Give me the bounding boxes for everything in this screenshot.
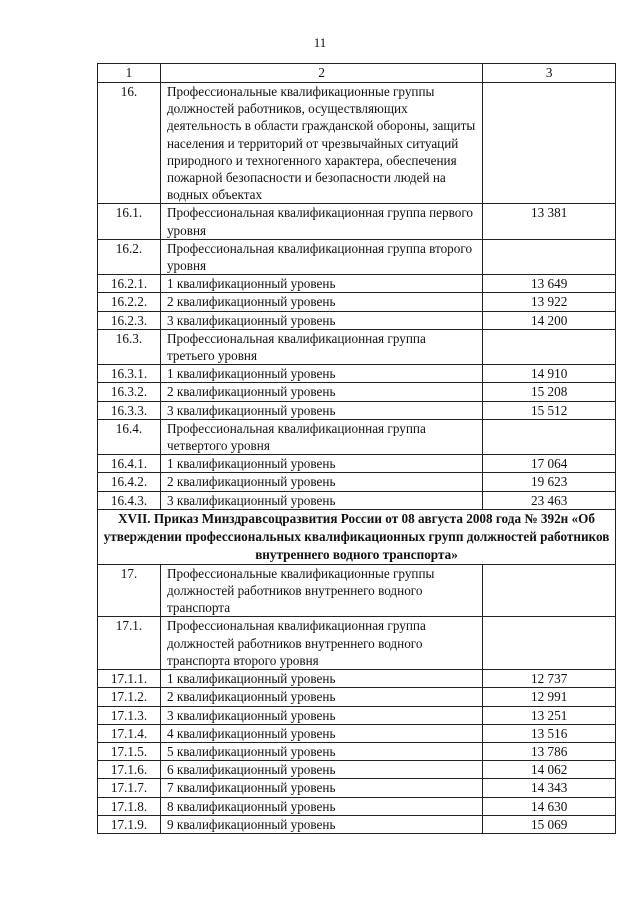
page-number: 11 [313, 35, 327, 50]
row-value: 14 200 [483, 311, 616, 329]
row-name: Профессиональная квалификационная группа первого уровня [160, 204, 482, 239]
row-number: 16.4. [98, 419, 161, 454]
row-value [483, 564, 616, 617]
table-row [98, 383, 616, 401]
table-row [98, 83, 616, 204]
row-number: 17.1.8. [98, 797, 161, 815]
row-value: 19 623 [483, 473, 616, 491]
row-name: 2 квалификационный уровень [160, 293, 482, 311]
row-value: 13 649 [483, 275, 616, 293]
row-value: 14 343 [483, 779, 616, 797]
table-header-row [98, 64, 616, 83]
row-name: 6 квалификационный уровень [160, 761, 482, 779]
row-number: 17.1.3. [98, 706, 161, 724]
row-name: 2 квалификационный уровень [160, 688, 482, 706]
row-number: 16. [98, 83, 161, 204]
row-number: 16.2.2. [98, 293, 161, 311]
row-name: 5 квалификационный уровень [160, 742, 482, 760]
salary-table-body [98, 64, 616, 834]
row-number: 17.1. [98, 617, 161, 670]
table-row [98, 275, 616, 293]
table-row [98, 779, 616, 797]
row-value: 13 516 [483, 724, 616, 742]
table-row [98, 797, 616, 815]
table-row [98, 419, 616, 454]
table-row [98, 688, 616, 706]
row-value: 12 991 [483, 688, 616, 706]
row-value: 14 910 [483, 365, 616, 383]
table-row [98, 329, 616, 364]
table-row [98, 455, 616, 473]
table-row [98, 401, 616, 419]
row-name: Профессиональные квалификационные группы должностей работников, осуществляющих деятельность в области гражданской обороны, защиты населения и территорий от чрезвычайных ситуаций природного и техногенного характера, обеспечения пожарной безопасности и безопасности людей на водных объектах [160, 83, 482, 204]
row-name: 1 квалификационный уровень [160, 670, 482, 688]
table-row [98, 617, 616, 670]
header-col-2: 2 [160, 64, 482, 83]
row-value: 12 737 [483, 670, 616, 688]
row-number: 17.1.1. [98, 670, 161, 688]
row-number: 17.1.6. [98, 761, 161, 779]
table-row [98, 724, 616, 742]
table-row [98, 473, 616, 491]
row-name: 1 квалификационный уровень [160, 365, 482, 383]
row-value: 15 512 [483, 401, 616, 419]
row-value [483, 329, 616, 364]
salary-table [97, 63, 616, 834]
row-number: 17.1.2. [98, 688, 161, 706]
section-heading-row [98, 509, 616, 564]
row-value [483, 419, 616, 454]
row-number: 16.4.2. [98, 473, 161, 491]
row-name: Профессиональная квалификационная группа третьего уровня [160, 329, 482, 364]
section-heading: XVII. Приказ Минздравсоцразвития России от 08 августа 2008 года № 392н «Об утверждении профессиональных квалификационных групп должностей работников внутреннего водного транспорта» [98, 509, 616, 564]
row-value [483, 617, 616, 670]
row-name: Профессиональная квалификационная группа второго уровня [160, 239, 482, 274]
row-number: 17. [98, 564, 161, 617]
table-row [98, 670, 616, 688]
row-value: 14 630 [483, 797, 616, 815]
row-number: 17.1.9. [98, 815, 161, 833]
row-number: 16.4.1. [98, 455, 161, 473]
row-number: 16.2.1. [98, 275, 161, 293]
row-number: 16.1. [98, 204, 161, 239]
header-col-1: 1 [98, 64, 161, 83]
row-number: 17.1.5. [98, 742, 161, 760]
row-value: 13 381 [483, 204, 616, 239]
row-name: Профессиональная квалификационная группа четвертого уровня [160, 419, 482, 454]
table-row [98, 564, 616, 617]
row-value: 15 069 [483, 815, 616, 833]
table-row [98, 706, 616, 724]
table-row [98, 204, 616, 239]
row-number: 16.3.1. [98, 365, 161, 383]
row-name: 2 квалификационный уровень [160, 473, 482, 491]
row-value: 15 208 [483, 383, 616, 401]
row-name: 7 квалификационный уровень [160, 779, 482, 797]
header-col-3: 3 [483, 64, 616, 83]
row-number: 16.3. [98, 329, 161, 364]
row-number: 16.2. [98, 239, 161, 274]
table-row [98, 761, 616, 779]
row-name: 2 квалификационный уровень [160, 383, 482, 401]
row-name: 3 квалификационный уровень [160, 706, 482, 724]
row-value: 23 463 [483, 491, 616, 509]
row-number: 16.2.3. [98, 311, 161, 329]
row-value: 14 062 [483, 761, 616, 779]
table-row [98, 365, 616, 383]
row-name: Профессиональная квалификационная группа должностей работников внутреннего водного транспорта второго уровня [160, 617, 482, 670]
row-value: 13 251 [483, 706, 616, 724]
row-name: 1 квалификационный уровень [160, 275, 482, 293]
row-name: 3 квалификационный уровень [160, 491, 482, 509]
row-name: Профессиональные квалификационные группы должностей работников внутреннего водного транспорта [160, 564, 482, 617]
table-row [98, 293, 616, 311]
table-row [98, 742, 616, 760]
table-row [98, 815, 616, 833]
row-name: 3 квалификационный уровень [160, 401, 482, 419]
row-name: 8 квалификационный уровень [160, 797, 482, 815]
row-name: 3 квалификационный уровень [160, 311, 482, 329]
table-row [98, 311, 616, 329]
row-value: 13 786 [483, 742, 616, 760]
row-value [483, 83, 616, 204]
row-value: 13 922 [483, 293, 616, 311]
row-number: 17.1.7. [98, 779, 161, 797]
row-number: 16.3.2. [98, 383, 161, 401]
row-number: 16.3.3. [98, 401, 161, 419]
table-row [98, 239, 616, 274]
table-row [98, 491, 616, 509]
row-value: 17 064 [483, 455, 616, 473]
row-name: 4 квалификационный уровень [160, 724, 482, 742]
row-number: 17.1.4. [98, 724, 161, 742]
row-name: 9 квалификационный уровень [160, 815, 482, 833]
row-number: 16.4.3. [98, 491, 161, 509]
row-value [483, 239, 616, 274]
row-name: 1 квалификационный уровень [160, 455, 482, 473]
